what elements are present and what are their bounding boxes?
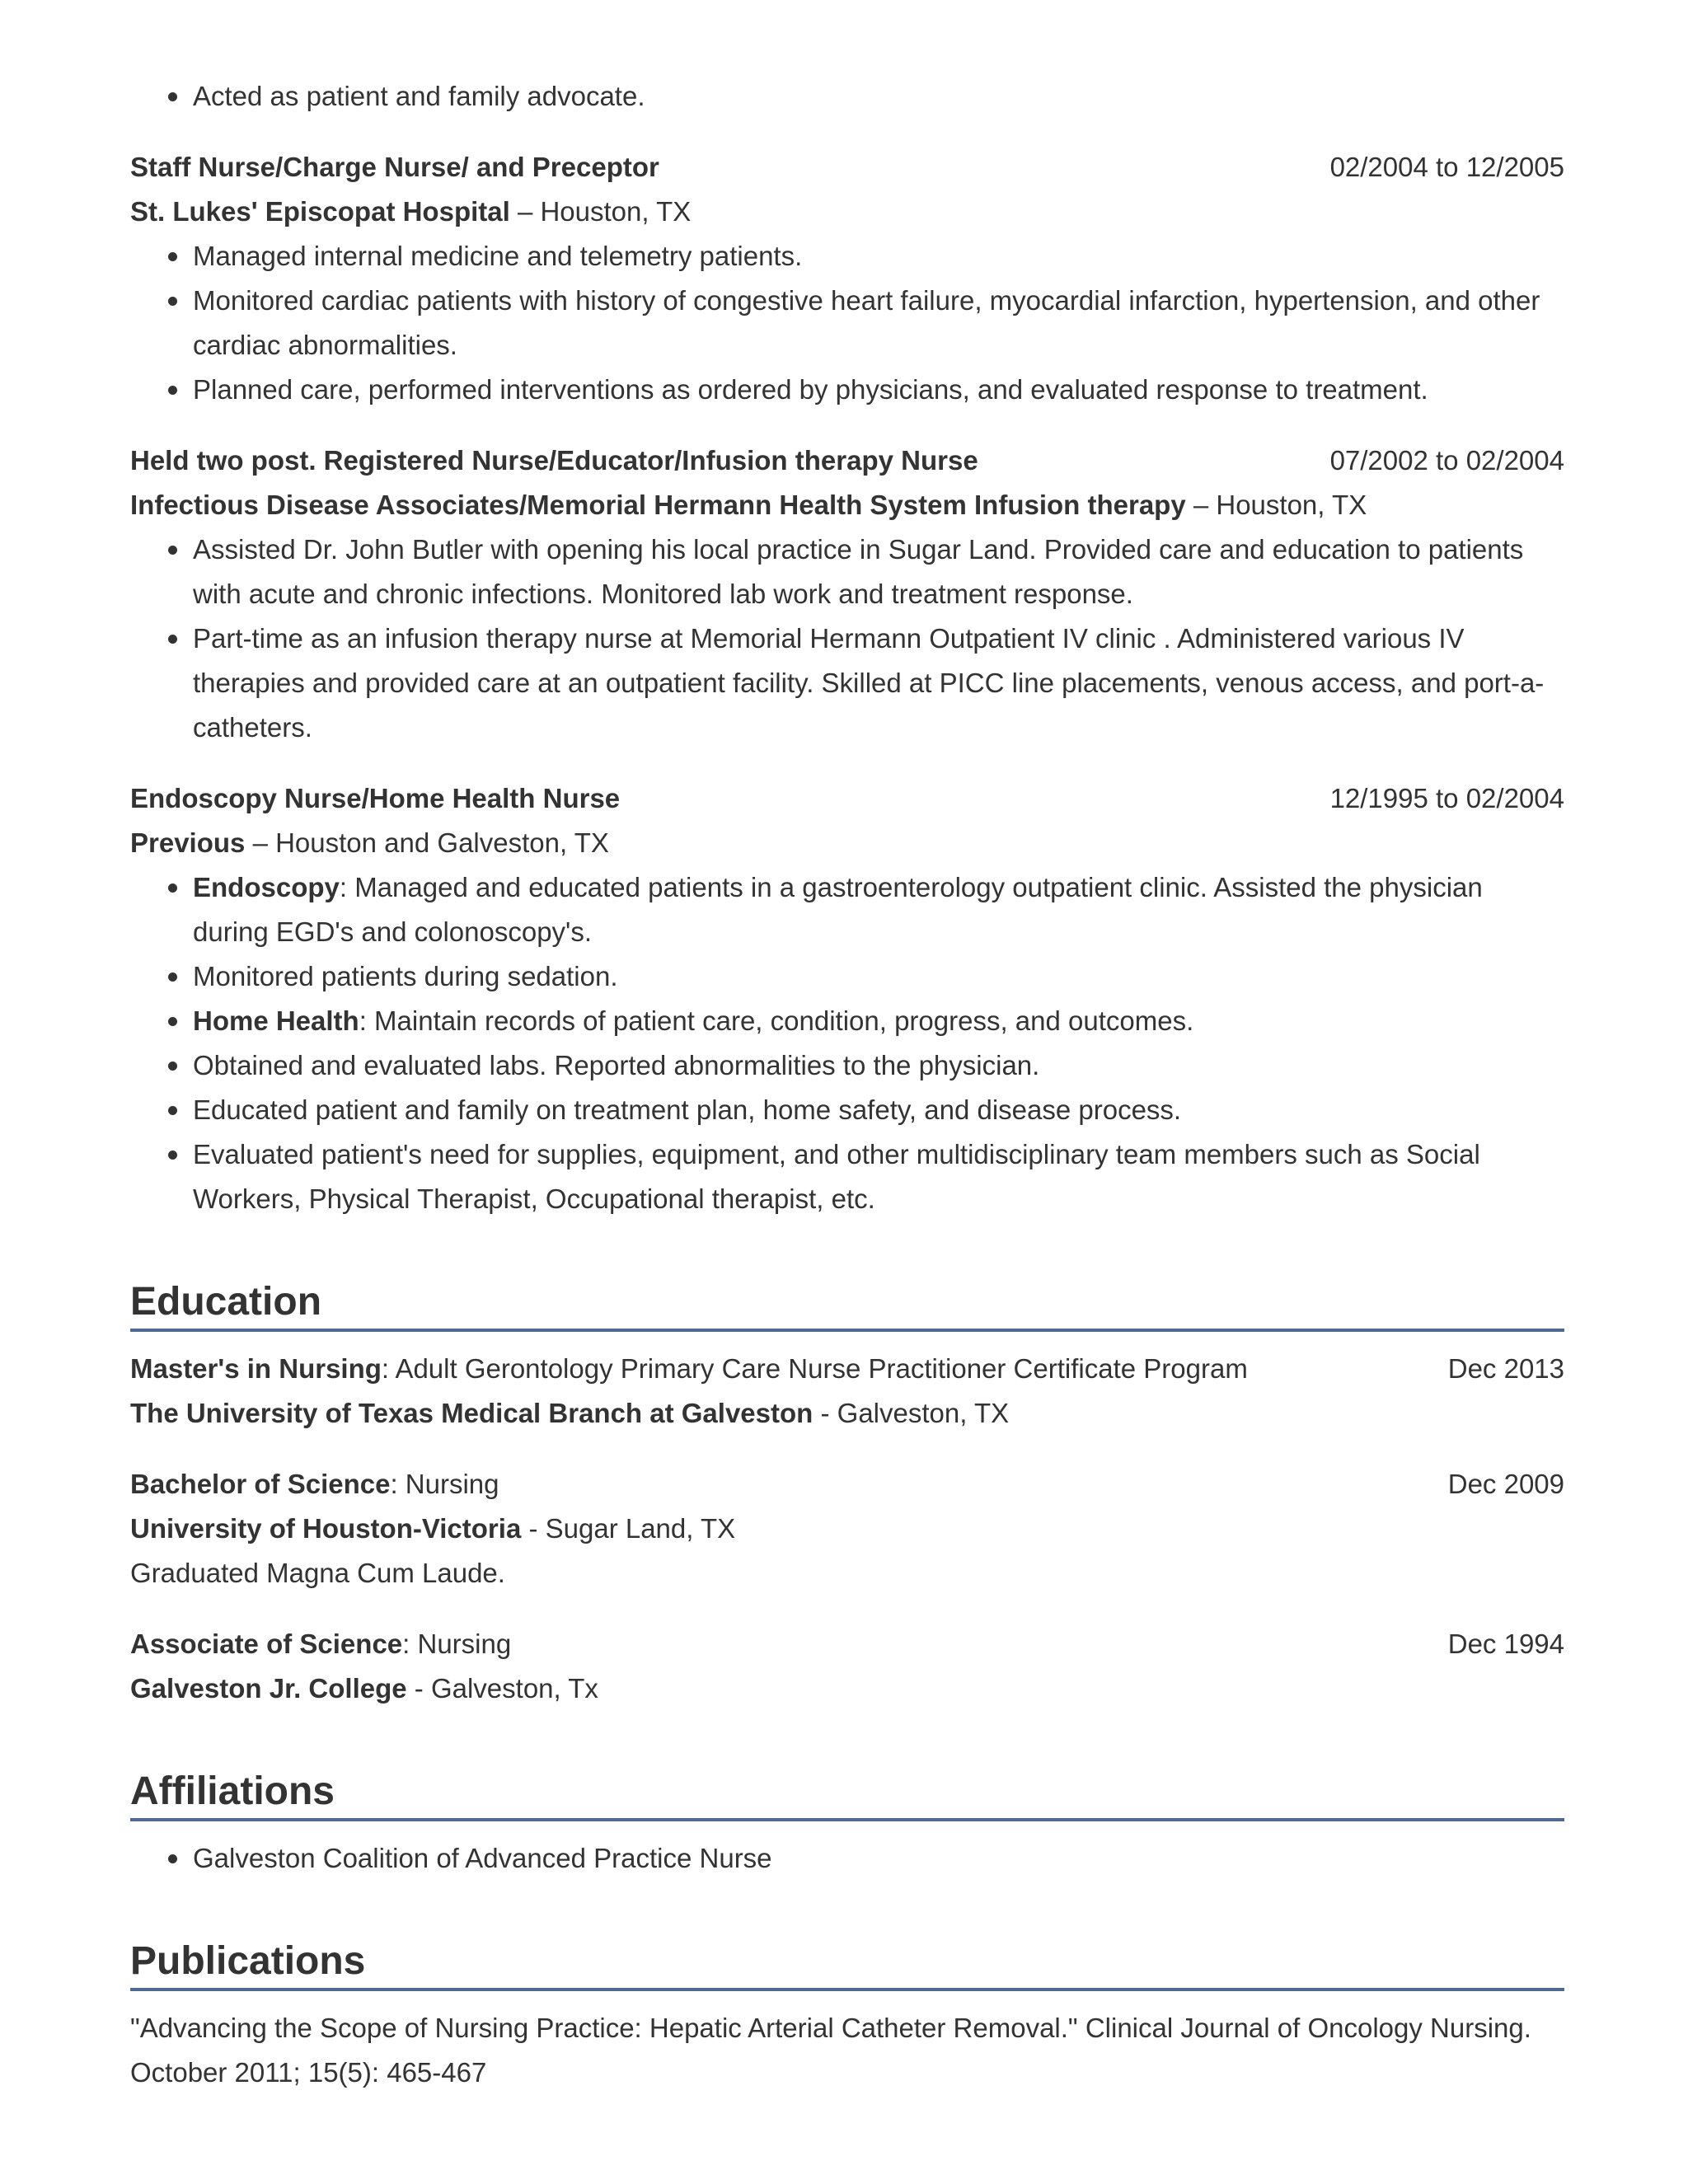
list-item: Part-time as an infusion therapy nurse at Memorial Hermann Outpatient IV clinic . Administered various IV therapies and provided care at an outpatient facility. Skilled at PICC line placements, venous access, and port-a-catheters. xyxy=(193,616,1564,750)
field: : Nursing xyxy=(402,1629,512,1659)
school-location: - Sugar Land, TX xyxy=(521,1513,736,1544)
list-item: Monitored cardiac patients with history of congestive heart failure, myocardial infarction, hypertension, and other cardiac abnormalities. xyxy=(193,279,1564,368)
job-title: Held two post. Registered Nurse/Educator/Infusion therapy Nurse xyxy=(130,445,978,476)
publication-entry: "Advancing the Scope of Nursing Practice: Hepatic Arterial Catheter Removal." Clinical Journal of Oncology Nursing. October 2011; 15(5): 465-467 xyxy=(130,2013,1531,2088)
list-item: Galveston Coalition of Advanced Practice Nurse xyxy=(193,1836,1564,1881)
job-entry xyxy=(130,438,1564,750)
school-location: - Galveston, Tx xyxy=(406,1673,598,1704)
list-item: Home Health: Maintain records of patient care, condition, progress, and outcomes. xyxy=(193,999,1564,1043)
job-location: – Houston, TX xyxy=(1185,490,1367,520)
list-item: Endoscopy: Managed and educated patients in a gastroenterology outpatient clinic. Assisted the physician during EGD's and colonoscopy's. xyxy=(193,865,1564,954)
field: : Adult Gerontology Primary Care Nurse Practitioner Certificate Program xyxy=(381,1353,1248,1384)
job-title: Endoscopy Nurse/Home Health Nurse xyxy=(130,783,621,813)
list-item: Monitored patients during sedation. xyxy=(193,954,1564,999)
education-date: Dec 2009 xyxy=(1447,1469,1564,1499)
field: : Nursing xyxy=(390,1469,499,1499)
list-item: Evaluated patient's need for supplies, equipment, and other multidisciplinary team members such as Social Workers, Physical Therapist, Occupational therapist, etc. xyxy=(193,1132,1564,1221)
job-dates: 07/2002 to 02/2004 xyxy=(1329,445,1564,476)
job-bullets xyxy=(130,865,1564,1221)
school: The University of Texas Medical Branch at Galveston xyxy=(130,1398,814,1428)
education-date: Dec 2013 xyxy=(1447,1353,1564,1384)
job-employer: St. Lukes' Episcopat Hospital xyxy=(130,196,510,227)
job-location: – Houston, TX xyxy=(509,196,692,227)
resume-content xyxy=(130,74,1564,2095)
education-note: Graduated Magna Cum Laude. xyxy=(130,1558,505,1588)
job-employer: Infectious Disease Associates/Memorial Hermann Health System Infusion therapy xyxy=(130,490,1186,520)
education-heading: Education xyxy=(130,1277,1564,1332)
job-bullets xyxy=(130,234,1564,412)
school: Galveston Jr. College xyxy=(130,1673,407,1704)
job-bullets xyxy=(130,527,1564,750)
affiliations-list xyxy=(130,1836,1564,1881)
list-item: Educated patient and family on treatment plan, home safety, and disease process. xyxy=(193,1088,1564,1132)
education-entry xyxy=(130,1462,1564,1596)
top-bullet-list xyxy=(130,74,1564,119)
school: University of Houston-Victoria xyxy=(130,1513,522,1544)
list-item: Assisted Dr. John Butler with opening his local practice in Sugar Land. Provided care and education to patients with acute and chronic infections. Monitored lab work and treatment response. xyxy=(193,527,1564,616)
job-title: Staff Nurse/Charge Nurse/ and Preceptor xyxy=(130,152,659,182)
list-item: Acted as patient and family advocate. xyxy=(193,74,1564,119)
list-item: Obtained and evaluated labs. Reported abnormalities to the physician. xyxy=(193,1043,1564,1088)
job-entry xyxy=(130,776,1564,1221)
publications-heading: Publications xyxy=(130,1937,1564,1991)
affiliations-heading: Affiliations xyxy=(130,1767,1564,1821)
job-employer: Previous xyxy=(130,827,246,858)
education-date: Dec 1994 xyxy=(1447,1629,1564,1659)
job-entry xyxy=(130,145,1564,412)
school-location: - Galveston, TX xyxy=(813,1398,1010,1428)
list-item: Managed internal medicine and telemetry patients. xyxy=(193,234,1564,279)
list-item: Planned care, performed interventions as ordered by physicians, and evaluated response to treatment. xyxy=(193,368,1564,412)
education-entry xyxy=(130,1622,1564,1711)
degree: Associate of Science xyxy=(130,1629,403,1659)
job-dates: 12/1995 to 02/2004 xyxy=(1329,783,1564,813)
degree: Bachelor of Science xyxy=(130,1469,391,1499)
job-dates: 02/2004 to 12/2005 xyxy=(1329,152,1564,182)
education-entry xyxy=(130,1347,1564,1436)
job-location: – Houston and Galveston, TX xyxy=(245,827,609,858)
degree: Master's in Nursing xyxy=(130,1353,382,1384)
